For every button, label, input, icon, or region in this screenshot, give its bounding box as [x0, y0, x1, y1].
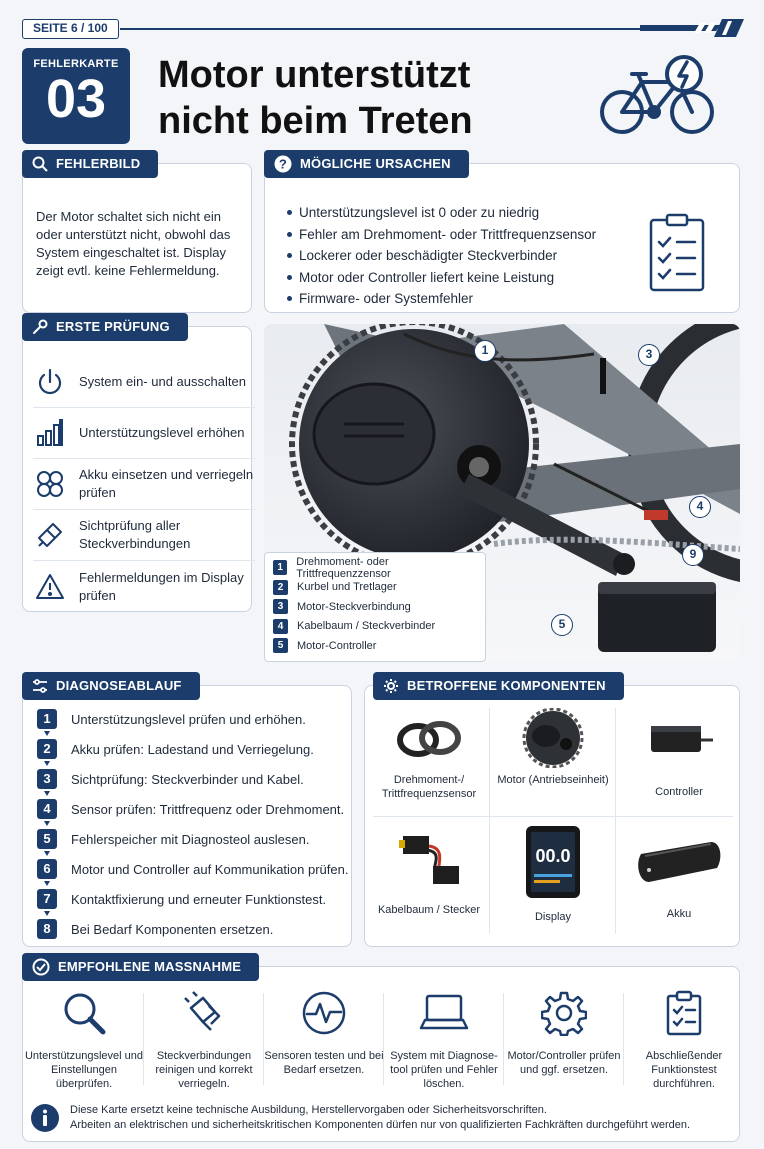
komponenten-panel [364, 678, 740, 947]
massnahme-heading-text: EMPFOHLENE MASSNAHME [58, 959, 242, 974]
question-icon [274, 155, 292, 173]
massnahme-item [144, 990, 264, 1091]
arrow-down-icon [44, 728, 50, 736]
photo-callout: 4 [689, 496, 711, 518]
component-label: Kabelbaum / Stecker [377, 904, 481, 916]
wrench-icon [32, 319, 48, 335]
step-text: Kontaktfixierung und erneuter Funktionstest. [71, 891, 327, 907]
massnahme-item [384, 990, 504, 1091]
level-bars-icon [35, 418, 65, 448]
sliders-icon [32, 678, 48, 694]
step-number: 4 [37, 799, 57, 819]
photo-callout: 3 [638, 344, 660, 366]
checklist-clipboard-icon [647, 212, 707, 292]
diagnose-step [37, 734, 314, 764]
laptop-icon [419, 990, 469, 1036]
power-icon [35, 367, 65, 397]
gear-icon [541, 990, 587, 1036]
diagnose-step [37, 824, 309, 854]
magnifier-icon [61, 990, 107, 1036]
step-text: Sensor prüfen: Trittfrequenz oder Drehmoment. [71, 801, 345, 817]
check-item-power [33, 357, 255, 408]
legend-item [273, 617, 477, 637]
gear-icon [383, 678, 399, 694]
page-title [158, 52, 473, 144]
ursache-item: Lockerer oder beschädigter Steckverbinder [287, 245, 596, 267]
ebike-icon [598, 52, 716, 136]
photo-legend [264, 552, 486, 662]
ursache-item: Motor oder Controller liefert keine Leistung [287, 267, 596, 289]
fehlerbild-text: Der Motor schaltet sich nicht ein oder unterstützt nicht, obwohl das System eingeschaltet ist. Display zeigt evtl. keine Fehlermeldung. [36, 209, 231, 278]
arrow-down-icon [44, 908, 50, 916]
arrow-down-icon [44, 878, 50, 886]
ursachen-panel [264, 156, 740, 313]
sensor-ring-icon [394, 708, 464, 768]
arrow-down-icon [44, 818, 50, 826]
ursache-item: Firmware- oder Systemfehler [287, 288, 596, 310]
erste-pruefung-heading-text: ERSTE PRÜFUNG [56, 319, 170, 334]
legend-num: 5 [273, 638, 288, 653]
legend-label: Drehmoment- oder Trittfrequenzzensor [296, 555, 391, 580]
plug-icon [181, 990, 227, 1036]
card-number: 03 [45, 69, 107, 129]
check-item-level [33, 408, 255, 459]
title-line-1: Motor unterstützt [158, 54, 471, 96]
component-label: Akku [666, 908, 692, 920]
info-icon [30, 1103, 60, 1133]
diagnose-panel [22, 678, 352, 947]
header-stripes [640, 19, 744, 37]
component-label: Motor (Antriebseinheit) [497, 774, 609, 786]
ursachen-heading-text: MÖGLICHE URSACHEN [300, 156, 451, 171]
ursachen-heading [264, 150, 469, 178]
battery-cells-icon [35, 469, 65, 499]
pulse-icon [301, 990, 347, 1036]
diagnose-heading [22, 672, 200, 700]
disclaimer-text [70, 1103, 690, 1133]
check-item-errors [33, 561, 255, 612]
arrow-down-icon [44, 788, 50, 796]
legend-label: Kabelbaum / Steckverbinder [297, 620, 436, 633]
warning-icon [35, 572, 65, 602]
check-item-label: Fehlermeldungen im Display prüfen [79, 569, 244, 603]
massnahme-item [264, 990, 384, 1077]
step-number: 7 [37, 889, 57, 909]
harness-connector-icon [389, 826, 469, 898]
svg-text:?: ? [278, 156, 288, 172]
check-item-connectors [33, 510, 255, 561]
check-item-label: System ein- und ausschalten [79, 374, 246, 389]
fehlerbild-heading [22, 150, 158, 178]
photo-callout: 5 [551, 614, 573, 636]
battery-pack-icon [631, 834, 727, 890]
disclaimer-line-1: Diese Karte ersetzt keine technische Ausbildung, Herstellervorgaben oder Sicherheitsvorschriften. [70, 1104, 547, 1116]
erste-pruefung-heading [22, 313, 188, 341]
disclaimer-note [30, 1100, 730, 1136]
massnahme-label: Abschließender Funktionstest durchführen. [645, 1050, 723, 1090]
legend-item [273, 555, 477, 580]
step-text: Fehlerspeicher mit Diagnosteol auslesen. [71, 831, 310, 847]
legend-item [273, 597, 477, 617]
component-label: Controller [655, 786, 703, 798]
step-number: 2 [37, 739, 57, 759]
legend-num: 4 [273, 619, 288, 634]
check-item-battery [33, 459, 255, 510]
step-number: 1 [37, 709, 57, 729]
legend-label: Motor-Controller [297, 639, 377, 652]
display-speed-value: 00.0 [535, 846, 571, 866]
erste-pruefung-panel [22, 319, 254, 612]
check-item-label: Sichtprüfung aller Steckverbindungen [79, 518, 191, 551]
ursache-item: Fehler am Drehmoment- oder Trittfrequenzsensor [287, 224, 596, 246]
massnahme-heading [22, 953, 259, 981]
card-label: FEHLERKARTE [33, 58, 119, 70]
check-item-label: Unterstützungslevel erhöhen [79, 425, 245, 440]
header-rule [120, 28, 640, 30]
photo-callout: 9 [682, 544, 704, 566]
diagnose-step [37, 794, 344, 824]
step-number: 8 [37, 919, 57, 939]
page-label: SEITE 6 / 100 [22, 19, 119, 39]
legend-label: Kurbel und Tretlager [297, 581, 397, 594]
ursache-item: Unterstützungslevel ist 0 oder zu niedrig [287, 202, 596, 224]
checklist-icon [661, 990, 707, 1036]
component-label: Display [534, 911, 572, 923]
component-display [493, 824, 613, 924]
diagnose-step [37, 884, 326, 914]
step-number: 6 [37, 859, 57, 879]
legend-item [273, 636, 477, 656]
massnahme-label: Sensoren testen und bei Bedarf ersetzen. [264, 1050, 384, 1076]
check-circle-icon [32, 958, 50, 976]
diagnose-step [37, 704, 306, 734]
component-sensor [369, 708, 489, 801]
photo-callout: 1 [474, 340, 496, 362]
disclaimer-line-2: Arbeiten an elektrischen und sicherheitskritischen Komponenten dürfen nur von qualifizierten Fachkräften durchgeführt werden. [70, 1119, 691, 1131]
diagnose-step [37, 854, 348, 884]
massnahme-label: System mit Diagnose-tool prüfen und Fehler löschen. [390, 1050, 498, 1090]
component-motor [493, 708, 613, 787]
step-text: Sichtprüfung: Steckverbinder und Kabel. [71, 771, 304, 787]
legend-num: 1 [273, 560, 287, 575]
search-icon [32, 156, 48, 172]
connector-icon [35, 520, 65, 550]
arrow-down-icon [44, 848, 50, 856]
step-number: 3 [37, 769, 57, 789]
legend-item [273, 578, 477, 598]
massnahme-item [624, 990, 744, 1091]
diagnose-heading-text: DIAGNOSEABLAUF [56, 678, 182, 693]
massnahme-label: Motor/Controller prüfen und ggf. ersetzen. [507, 1050, 621, 1076]
fehlerbild-heading-text: FEHLERBILD [56, 156, 141, 171]
massnahme-label: Steckverbindungen reinigen und korrekt verriegeln. [155, 1050, 253, 1090]
arrow-down-icon [44, 758, 50, 766]
komponenten-heading-text: BETROFFENE KOMPONENTEN [407, 678, 606, 693]
massnahme-label: Unterstützungslevel und Einstellungen überprüfen. [24, 1050, 143, 1090]
legend-label: Motor-Steckverbindung [297, 600, 411, 613]
ursachen-list [287, 202, 596, 310]
step-text: Motor und Controller auf Kommunikation prüfen. [71, 861, 349, 877]
komponenten-heading [373, 672, 624, 700]
component-label: Drehmoment-/ Trittfrequenzsensor [381, 774, 477, 800]
controller-box-icon [639, 708, 719, 768]
fehlerbild-panel [22, 156, 252, 313]
diagnose-step [37, 914, 273, 944]
component-harness [369, 826, 489, 917]
legend-num: 2 [273, 580, 288, 595]
diagnose-step [37, 764, 304, 794]
motor-unit-icon [518, 708, 588, 768]
error-card-badge [22, 48, 130, 144]
step-text: Bei Bedarf Komponenten ersetzen. [71, 921, 274, 937]
step-number: 5 [37, 829, 57, 849]
legend-num: 3 [273, 599, 288, 614]
title-line-2: nicht beim Treten [158, 100, 473, 142]
massnahme-item [24, 990, 144, 1091]
step-text: Akku prüfen: Ladestand und Verriegelung. [71, 741, 314, 757]
component-controller [619, 708, 739, 799]
check-item-label: Akku einsetzen und verriegeln prüfen [79, 467, 254, 500]
component-battery [619, 834, 739, 921]
step-text: Unterstützungslevel prüfen und erhöhen. [71, 711, 306, 727]
massnahme-item [504, 990, 624, 1077]
